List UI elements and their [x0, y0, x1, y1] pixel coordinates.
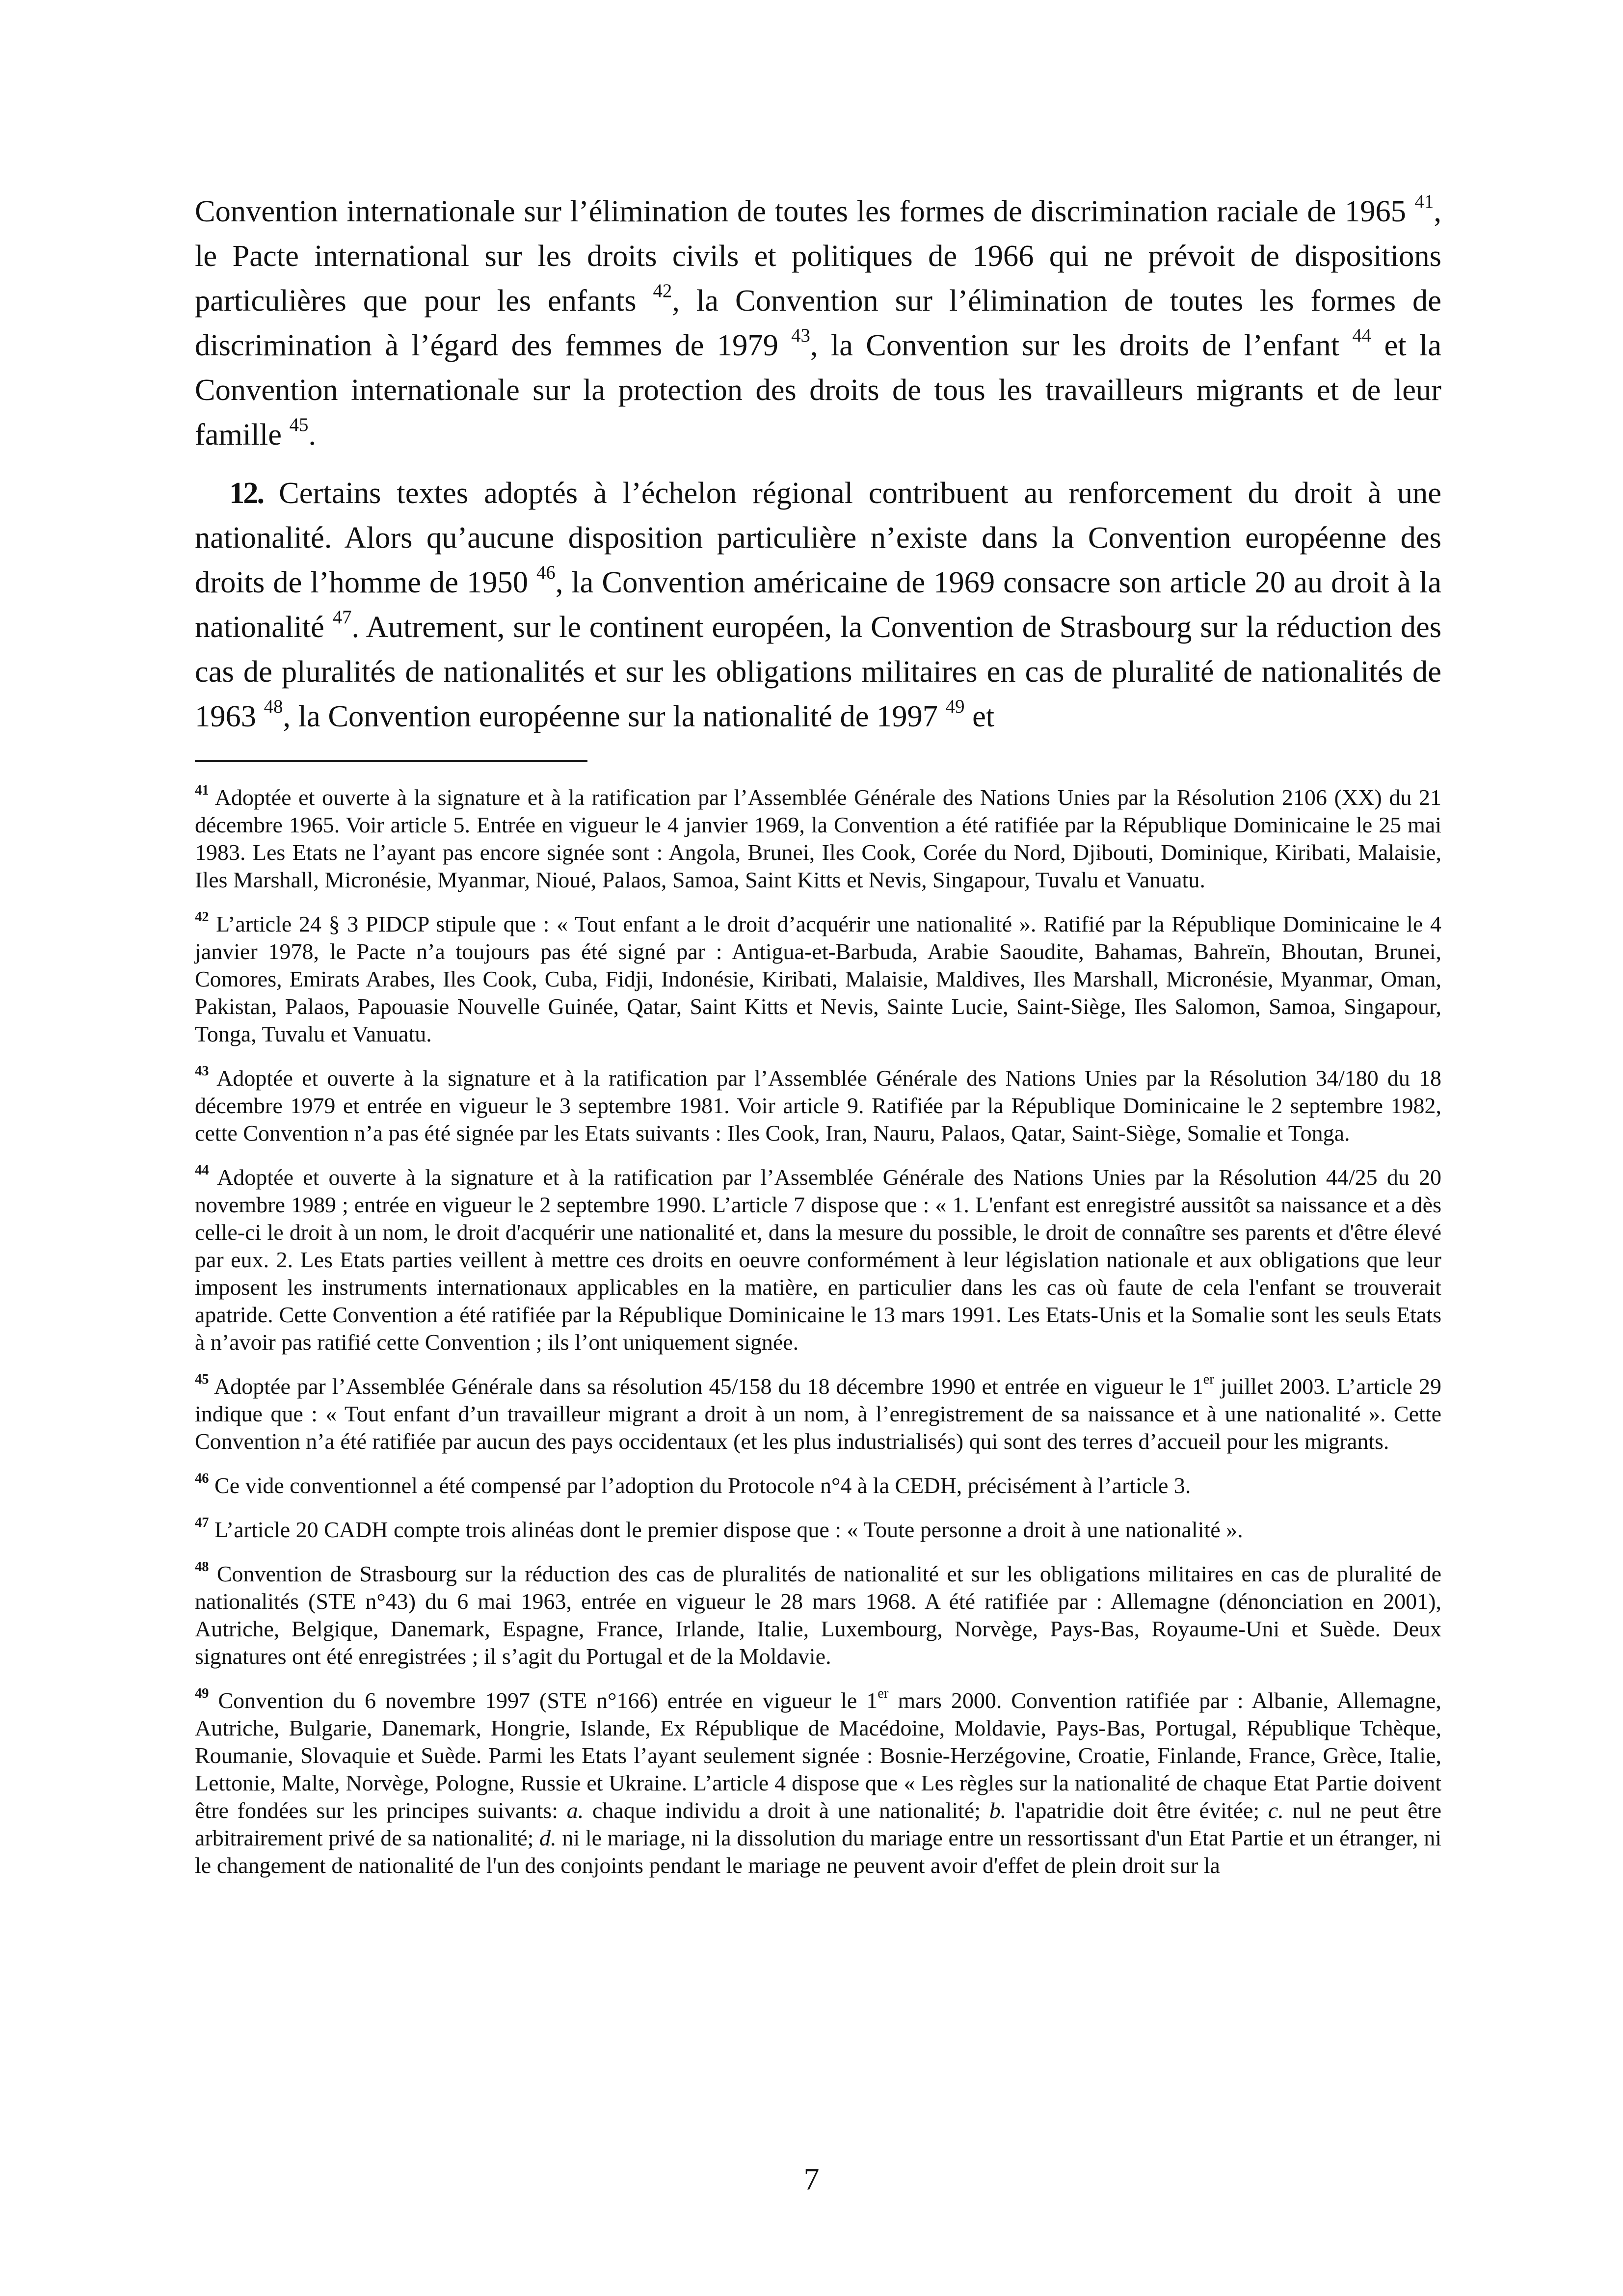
- page-content: [195, 189, 1441, 1896]
- list-marker: d.: [539, 1825, 557, 1850]
- paragraph-text: et la Convention internationale sur la protection des droits de tous les travailleurs migrants et de leur famille: [195, 328, 1441, 452]
- list-marker: b.: [989, 1798, 1007, 1823]
- footnote-47: [195, 1516, 1441, 1544]
- footnote-ref-49[interactable]: 49: [945, 696, 965, 718]
- paragraph-text: , la Convention américaine de 1969 consacre son article 20 au droit à la nationalité: [195, 565, 1441, 644]
- footnote-separator: [195, 760, 587, 762]
- list-marker: a.: [566, 1798, 584, 1823]
- ordinal-suffix: er: [1203, 1372, 1214, 1388]
- footnote-ref-44[interactable]: 44: [1352, 325, 1372, 347]
- page-number: 7: [803, 2162, 820, 2196]
- footnote-ref-48[interactable]: 48: [264, 696, 283, 718]
- footnote-text: mars 2000. Convention ratifiée par : Albanie, Allemagne, Autriche, Bulgarie, Danemark, Hongrie, Islande, Ex République de Macédoine, Moldavie, Pays-Bas, Portugal, République Tchèque, Roumanie, Slovaquie et Suède. Parmi les Etats l’ayant seulement signée : Bosnie-Herzégovine, Croatie, Finlande, France, Grèce, Italie, Lettonie, Malte, Norvège, Pologne, Russie et Ukraine. L’article 4 dispose que « Les règles sur la nationalité de chaque Etat Partie doivent être fondées sur les principes suivants:: [195, 1688, 1441, 1823]
- paragraph-text: Convention internationale sur l’élimination de toutes les formes de discrimination raciale de 1965: [195, 194, 1415, 228]
- paragraph-text: , la Convention sur l’élimination de toutes les formes de discrimination à l’égard des femmes de 1979: [195, 283, 1441, 362]
- footnote-41: [195, 784, 1441, 894]
- list-marker: c.: [1268, 1798, 1284, 1823]
- footnote-text: nul ne peut être arbitrairement privé de sa nationalité;: [195, 1798, 1441, 1850]
- footnote-text: L’article 24 § 3 PIDCP stipule que : « Tout enfant a le droit d’acquérir une nationalité ». Ratifié par la République Dominicaine le 4 janvier 1978, le Pacte n’a toujours pas été signé par : Antigua-et-Barbuda, Arabie Saoudite, Bahamas, Bahreïn, Bhoutan, Brunei, Comores, Emirats Arabes, Iles Cook, Cuba, Fidji, Indonésie, Kiribati, Malaisie, Maldives, Iles Marshall, Micronésie, Myanmar, Oman, Pakistan, Palaos, Papouasie Nouvelle Guinée, Qatar, Saint Kitts et Nevis, Sainte Lucie, Saint-Siège, Iles Salomon, Samoa, Singapour, Tonga, Tuvalu et Vanuatu.: [195, 911, 1441, 1046]
- footnote-ref-45[interactable]: 45: [289, 414, 309, 436]
- paragraph-text: , la Convention sur les droits de l’enfant: [810, 328, 1353, 362]
- footnote-43: [195, 1065, 1441, 1147]
- footnote-text: Convention du 6 novembre 1997 (STE n°166) entrée en vigueur le 1: [209, 1688, 878, 1713]
- footnote-text: Adoptée et ouverte à la signature et à la ratification par l’Assemblée Générale des Nations Unies par la Résolution 2106 (XX) du 21 décembre 1965. Voir article 5. Entrée en vigueur le 4 janvier 1969, la Convention a été ratifiée par la République Dominicaine le 25 mai 1983. Les Etats ne l’ayant pas encore signée sont : Angola, Brunei, Iles Cook, Corée du Nord, Djibouti, Dominique, Kiribati, Malaisie, Iles Marshall, Micronésie, Myanmar, Nioué, Palaos, Samoa, Saint Kitts et Nevis, Singapour, Tuvalu et Vanuatu.: [195, 785, 1441, 892]
- footnote-text: juillet 2003. L’article 29 indique que : « Tout enfant d’un travailleur migrant a droit à un nom, à l’enregistrement de sa naissance et à une nationalité ». Cette Convention n’a été ratifiée par aucun des pays occidentaux (et les plus industrialisés) qui sont des terres d’accueil pour les migrants.: [195, 1374, 1441, 1454]
- footnote-ref-46[interactable]: 46: [536, 562, 556, 584]
- footnote-number: 49: [195, 1686, 209, 1702]
- footnote-text: l'apatridie doit être évitée;: [1006, 1798, 1268, 1823]
- footnote-ref-47[interactable]: 47: [332, 607, 352, 628]
- footnote-number: 46: [195, 1471, 209, 1487]
- footnote-42: [195, 910, 1441, 1048]
- footnote-number: 44: [195, 1163, 209, 1178]
- paragraph-number: 12.: [229, 476, 264, 510]
- paragraph-text: .: [308, 417, 317, 452]
- ordinal-suffix: er: [878, 1686, 889, 1702]
- paragraph-text: , le Pacte international sur les droits civils et politiques de 1966 qui ne prévoit de dispositions particulières que pour les enfants: [195, 194, 1441, 318]
- footnote-number: 43: [195, 1064, 209, 1079]
- footnotes: [195, 784, 1441, 1879]
- paragraph-12: [195, 471, 1441, 739]
- footnote-44: [195, 1164, 1441, 1356]
- footnote-ref-42[interactable]: 42: [653, 280, 672, 302]
- footnote-text: ni le mariage, ni la dissolution du mariage entre un ressortissant d'un Etat Partie et un étranger, ni le changement de nationalité de l'un des conjoints pendant le mariage ne peuvent avoir d'effet de plein droit sur la: [195, 1825, 1441, 1878]
- footnote-text: Adoptée et ouverte à la signature et à la ratification par l’Assemblée Générale des Nations Unies par la Résolution 34/180 du 18 décembre 1979 et entrée en vigueur le 3 septembre 1981. Voir article 9. Ratifiée par la République Dominicaine le 2 septembre 1982, cette Convention n’a pas été signée par les Etats suivants : Iles Cook, Iran, Nauru, Palaos, Qatar, Saint-Siège, Somalie et Tonga.: [195, 1066, 1441, 1146]
- footnote-number: 48: [195, 1559, 209, 1575]
- paragraph-intro: [195, 189, 1441, 457]
- footnote-45: [195, 1373, 1441, 1455]
- footnote-number: 41: [195, 783, 209, 799]
- footnote-text: chaque individu a droit à une nationalité;: [584, 1798, 989, 1823]
- footnote-48: [195, 1560, 1441, 1670]
- paragraph-text: Certains textes adoptés à l’échelon régional contribuent au renforcement du droit à une nationalité. Alors qu’aucune disposition particulière n’existe dans la Convention européenne des droits de l’homme de 1950: [195, 476, 1441, 599]
- footnote-text: Convention de Strasbourg sur la réduction des cas de pluralités de nationalité et sur les obligations militaires en cas de pluralité de nationalités (STE n°43) du 6 mai 1963, entrée en vigueur le 28 mars 1968. A été ratifiée par : Allemagne (dénonciation en 2001), Autriche, Belgique, Danemark, Espagne, France, Irlande, Italie, Luxembourg, Norvège, Pays-Bas, Royaume-Uni et Suède. Deux signatures ont été enregistrées ; il s’agit du Portugal et de la Moldavie.: [195, 1561, 1441, 1669]
- footnote-number: 45: [195, 1372, 209, 1388]
- paragraph-text: . Autrement, sur le continent européen, la Convention de Strasbourg sur la réduction des cas de pluralités de nationalités et sur les obligations militaires en cas de pluralité de nationalités de 1963: [195, 610, 1442, 733]
- footnote-text: Adoptée par l’Assemblée Générale dans sa résolution 45/158 du 18 décembre 1990 et entrée en vigueur le 1: [209, 1374, 1203, 1399]
- footnote-number: 47: [195, 1515, 209, 1531]
- footnote-text: L’article 20 CADH compte trois alinéas dont le premier dispose que : « Toute personne a droit à une nationalité ».: [209, 1517, 1243, 1542]
- footnote-text: Ce vide conventionnel a été compensé par l’adoption du Protocole n°4 à la CEDH, précisément à l’article 3.: [209, 1473, 1191, 1498]
- footnote-ref-41[interactable]: 41: [1414, 191, 1434, 213]
- footnote-46: [195, 1472, 1441, 1499]
- footnote-text: Adoptée et ouverte à la signature et à la ratification par l’Assemblée Générale des Nations Unies par la Résolution 44/25 du 20 novembre 1989 ; entrée en vigueur le 2 septembre 1990. L’article 7 dispose que : « 1. L'enfant est enregistré aussitôt sa naissance et a dès celle-ci le droit à un nom, le droit d'acquérir une nationalité et, dans la mesure du possible, le droit de connaître ses parents et d'être élevé par eux. 2. Les Etats parties veillent à mettre ces droits en oeuvre conformément à leur législation nationale et aux obligations que leur imposent les instruments internationaux applicables en la matière, en particulier dans les cas où faute de cela l'enfant se trouverait apatride. Cette Convention a été ratifiée par la République Dominicaine le 13 mars 1991. Les Etats-Unis et la Somalie sont les seuls Etats à n’avoir pas ratifié cette Convention ; ils l’ont uniquement signée.: [195, 1165, 1441, 1355]
- footnote-number: 42: [195, 909, 209, 925]
- paragraph-text: et: [964, 699, 995, 733]
- footnote-ref-43[interactable]: 43: [791, 325, 810, 347]
- footnote-49: [195, 1687, 1441, 1879]
- paragraph-text: , la Convention européenne sur la nationalité de 1997: [283, 699, 946, 733]
